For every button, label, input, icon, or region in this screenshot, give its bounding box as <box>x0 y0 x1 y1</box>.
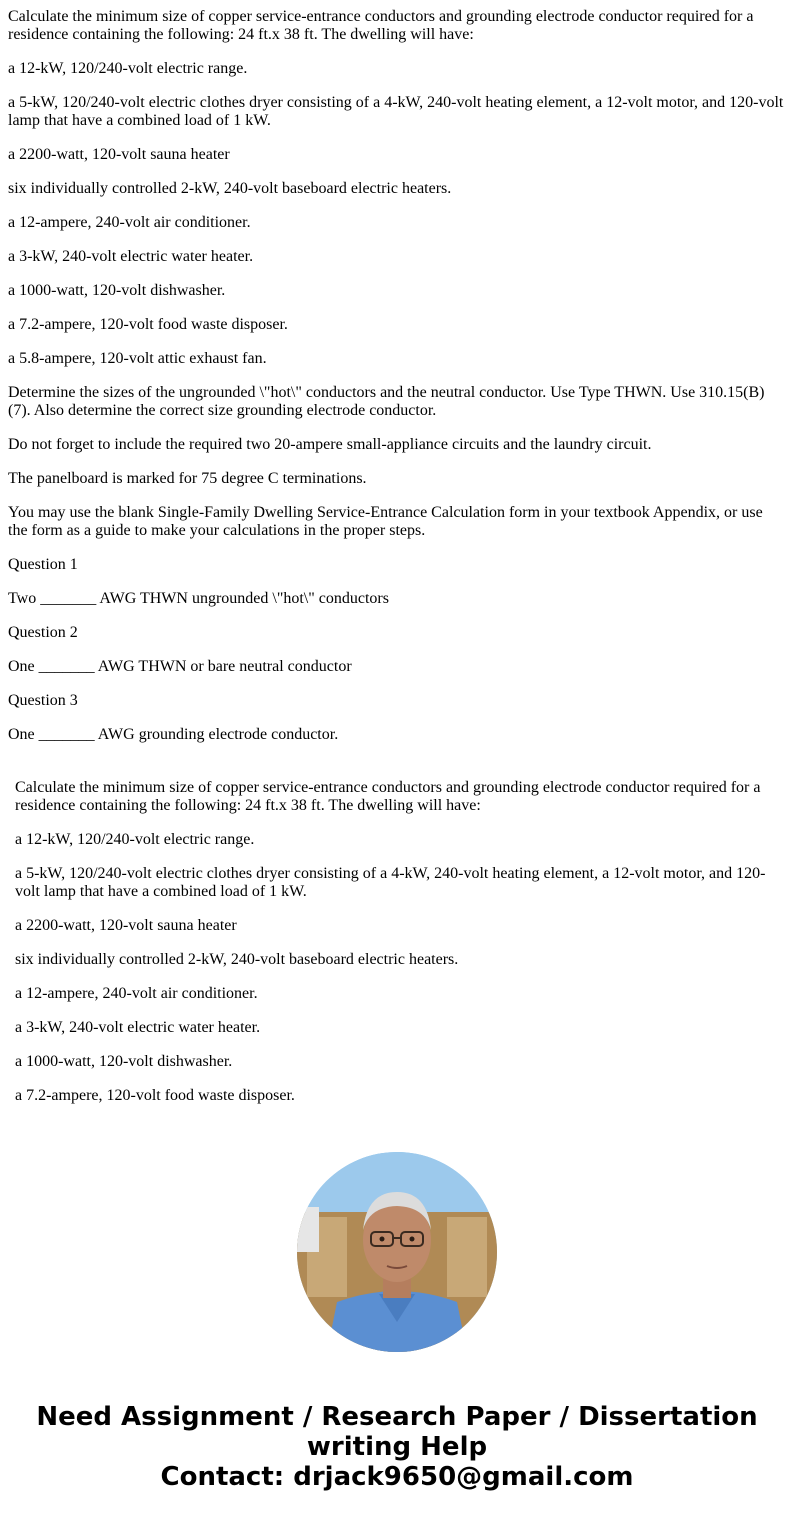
question-paragraph: a 7.2-ampere, 120-volt food waste disposer. <box>8 316 288 333</box>
preview-paragraph: a 1000-watt, 120-volt dishwasher. <box>15 1053 233 1070</box>
question-paragraph: a 5.8-ampere, 120-volt attic exhaust fan. <box>8 350 267 367</box>
question-text <box>0 0 794 744</box>
question-paragraph: a 3-kW, 240-volt electric water heater. <box>8 248 254 265</box>
question-label: Question 1 <box>8 556 78 573</box>
promo-text <box>0 1402 794 1492</box>
question-paragraph: Calculate the minimum size of copper service-entrance conductors and grounding electrode conductor required for a residence containing the following: 24 ft.x 38 ft. The dwelling will have: <box>8 8 754 43</box>
preview-paragraph: a 3-kW, 240-volt electric water heater. <box>15 1019 261 1036</box>
question-answer-blank: Two _______ AWG THWN ungrounded \"hot\" conductors <box>8 590 389 607</box>
question-paragraph: six individually controlled 2-kW, 240-volt baseboard electric heaters. <box>8 180 452 197</box>
preview-paragraph: a 12-kW, 120/240-volt electric range. <box>15 831 255 848</box>
question-paragraph: The panelboard is marked for 75 degree C terminations. <box>8 470 367 487</box>
preview-paragraph: six individually controlled 2-kW, 240-volt baseboard electric heaters. <box>15 951 459 968</box>
question-paragraph: You may use the blank Single-Family Dwelling Service-Entrance Calculation form in your textbook Appendix, or use the form as a guide to make your calculations in the proper steps. <box>8 504 763 539</box>
preview-paragraph: a 5-kW, 120/240-volt electric clothes dryer consisting of a 4-kW, 240-volt heating element, a 12-volt motor, and 120-volt lamp that have a combined load of 1 kW. <box>15 865 766 900</box>
question-answer-blank: One _______ AWG THWN or bare neutral conductor <box>8 658 352 675</box>
question-paragraph: a 2200-watt, 120-volt sauna heater <box>8 146 230 163</box>
question-paragraph: a 5-kW, 120/240-volt electric clothes dryer consisting of a 4-kW, 240-volt heating element, a 12-volt motor, and 120-volt lamp that have a combined load of 1 kW. <box>8 94 784 129</box>
answer-preview <box>0 779 794 1105</box>
question-paragraph: a 12-kW, 120/240-volt electric range. <box>8 60 248 77</box>
avatar <box>297 1152 497 1352</box>
question-answer-blank: One _______ AWG grounding electrode conductor. <box>8 726 339 743</box>
person-portrait-icon <box>297 1152 497 1352</box>
promo-headline: Need Assignment / Research Paper / Dissertation writing Help <box>36 1402 758 1462</box>
question-label: Question 2 <box>8 624 78 641</box>
preview-paragraph: a 12-ampere, 240-volt air conditioner. <box>15 985 258 1002</box>
question-label: Question 3 <box>8 692 78 709</box>
promo-contact[interactable]: Contact: drjack9650@gmail.com <box>160 1462 634 1492</box>
preview-paragraph: a 7.2-ampere, 120-volt food waste disposer. <box>15 1087 295 1104</box>
question-paragraph: Determine the sizes of the ungrounded \"hot\" conductors and the neutral conductor. Use Type THWN. Use 310.15(B)(7). Also determine the correct size grounding electrode conductor. <box>8 384 765 419</box>
preview-paragraph: Calculate the minimum size of copper service-entrance conductors and grounding electrode conductor required for a residence containing the following: 24 ft.x 38 ft. The dwelling will have: <box>15 779 761 814</box>
question-paragraph: Do not forget to include the required two 20-ampere small-appliance circuits and the laundry circuit. <box>8 436 652 453</box>
promo-section <box>0 1152 794 1492</box>
preview-paragraph: a 2200-watt, 120-volt sauna heater <box>15 917 237 934</box>
question-paragraph: a 12-ampere, 240-volt air conditioner. <box>8 214 251 231</box>
question-paragraph: a 1000-watt, 120-volt dishwasher. <box>8 282 226 299</box>
